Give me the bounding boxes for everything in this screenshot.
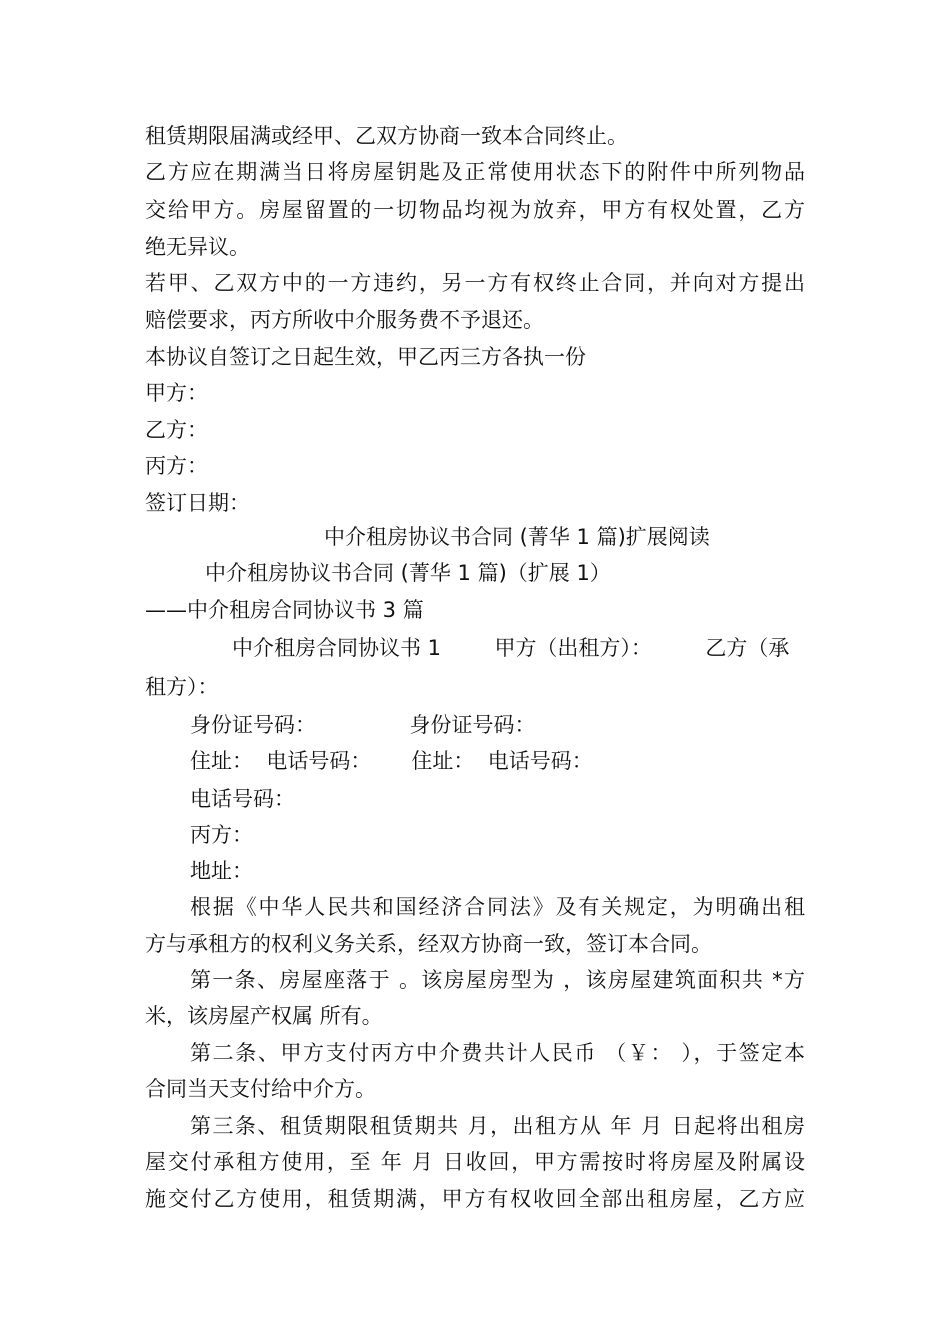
signing-date-label: 签订日期： bbox=[145, 491, 250, 515]
signature-label-party-b: 乙方： bbox=[145, 418, 208, 442]
signature-label-party-a: 甲方： bbox=[145, 381, 208, 405]
text-line: 合同当天支付给中介方。 bbox=[145, 1077, 376, 1101]
text-line: 施交付乙方使用，租赁期满，甲方有权收回全部出租房屋，乙方应 bbox=[145, 1187, 805, 1211]
party-c-line: 丙方： bbox=[190, 823, 253, 847]
text-line: 绝无异议。 bbox=[145, 235, 250, 259]
text-line: 米，该房屋产权属 所有。 bbox=[145, 1004, 383, 1028]
extended-reading-heading: 中介租房协议书合同 (菁华 1 篇)扩展阅读 bbox=[324, 525, 710, 549]
text-line: 赔偿要求，丙方所收中介服务费不予退还。 bbox=[145, 308, 544, 332]
text-line: 根据《中华人民共和国经济合同法》及有关规定，为明确出租 bbox=[190, 895, 805, 919]
extension-heading: 中介租房协议书合同 (菁华 1 篇)（扩展 1） bbox=[205, 561, 611, 585]
text-line: 方与承租方的权利义务关系，经双方协商一致，签订本合同。 bbox=[145, 932, 712, 956]
phone-number-line: 电话号码： bbox=[190, 787, 295, 811]
text-line: 屋交付承租方使用，至 年 月 日收回，甲方需按时将房屋及附属设 bbox=[145, 1150, 805, 1174]
text-line: 乙方应在期满当日将房屋钥匙及正常使用状态下的附件中所列物品 bbox=[145, 160, 805, 184]
clause-1-line: 第一条、房屋座落于 。该房屋房型为 ，该房屋建筑面积共 *方 bbox=[190, 968, 805, 992]
clause-3-line: 第三条、租赁期限租赁期共 月，出租方从 年 月 日起将出租房 bbox=[190, 1114, 805, 1138]
address-line: 地址： bbox=[190, 859, 253, 883]
clause-2-line: 第二条、甲方支付丙方中介费共计人民币 （￥： ），于签定本 bbox=[190, 1041, 805, 1065]
address-phone-line: 住址： 电话号码： 住址： 电话号码： bbox=[190, 749, 593, 773]
text-line: 交给甲方。房屋留置的一切物品均视为放弃，甲方有权处置，乙方 bbox=[145, 198, 805, 222]
text-line: 若甲、乙双方中的一方违约，另一方有权终止合同，并向对方提出 bbox=[145, 271, 805, 295]
text-line: 租赁期限届满或经甲、乙双方协商一致本合同终止。 bbox=[145, 124, 628, 148]
text-line: 本协议自签订之日起生效，甲乙丙三方各执一份 bbox=[145, 345, 586, 369]
section-heading: ——中介租房合同协议书 3 篇 bbox=[145, 598, 424, 622]
contract-parties-line: 中介租房合同协议书 1 甲方（出租方）： 乙方（承 bbox=[232, 636, 790, 660]
text-line: 租方）： bbox=[145, 675, 219, 699]
signature-label-party-c: 丙方： bbox=[145, 454, 208, 478]
id-number-line: 身份证号码： 身份证号码： bbox=[190, 713, 536, 737]
